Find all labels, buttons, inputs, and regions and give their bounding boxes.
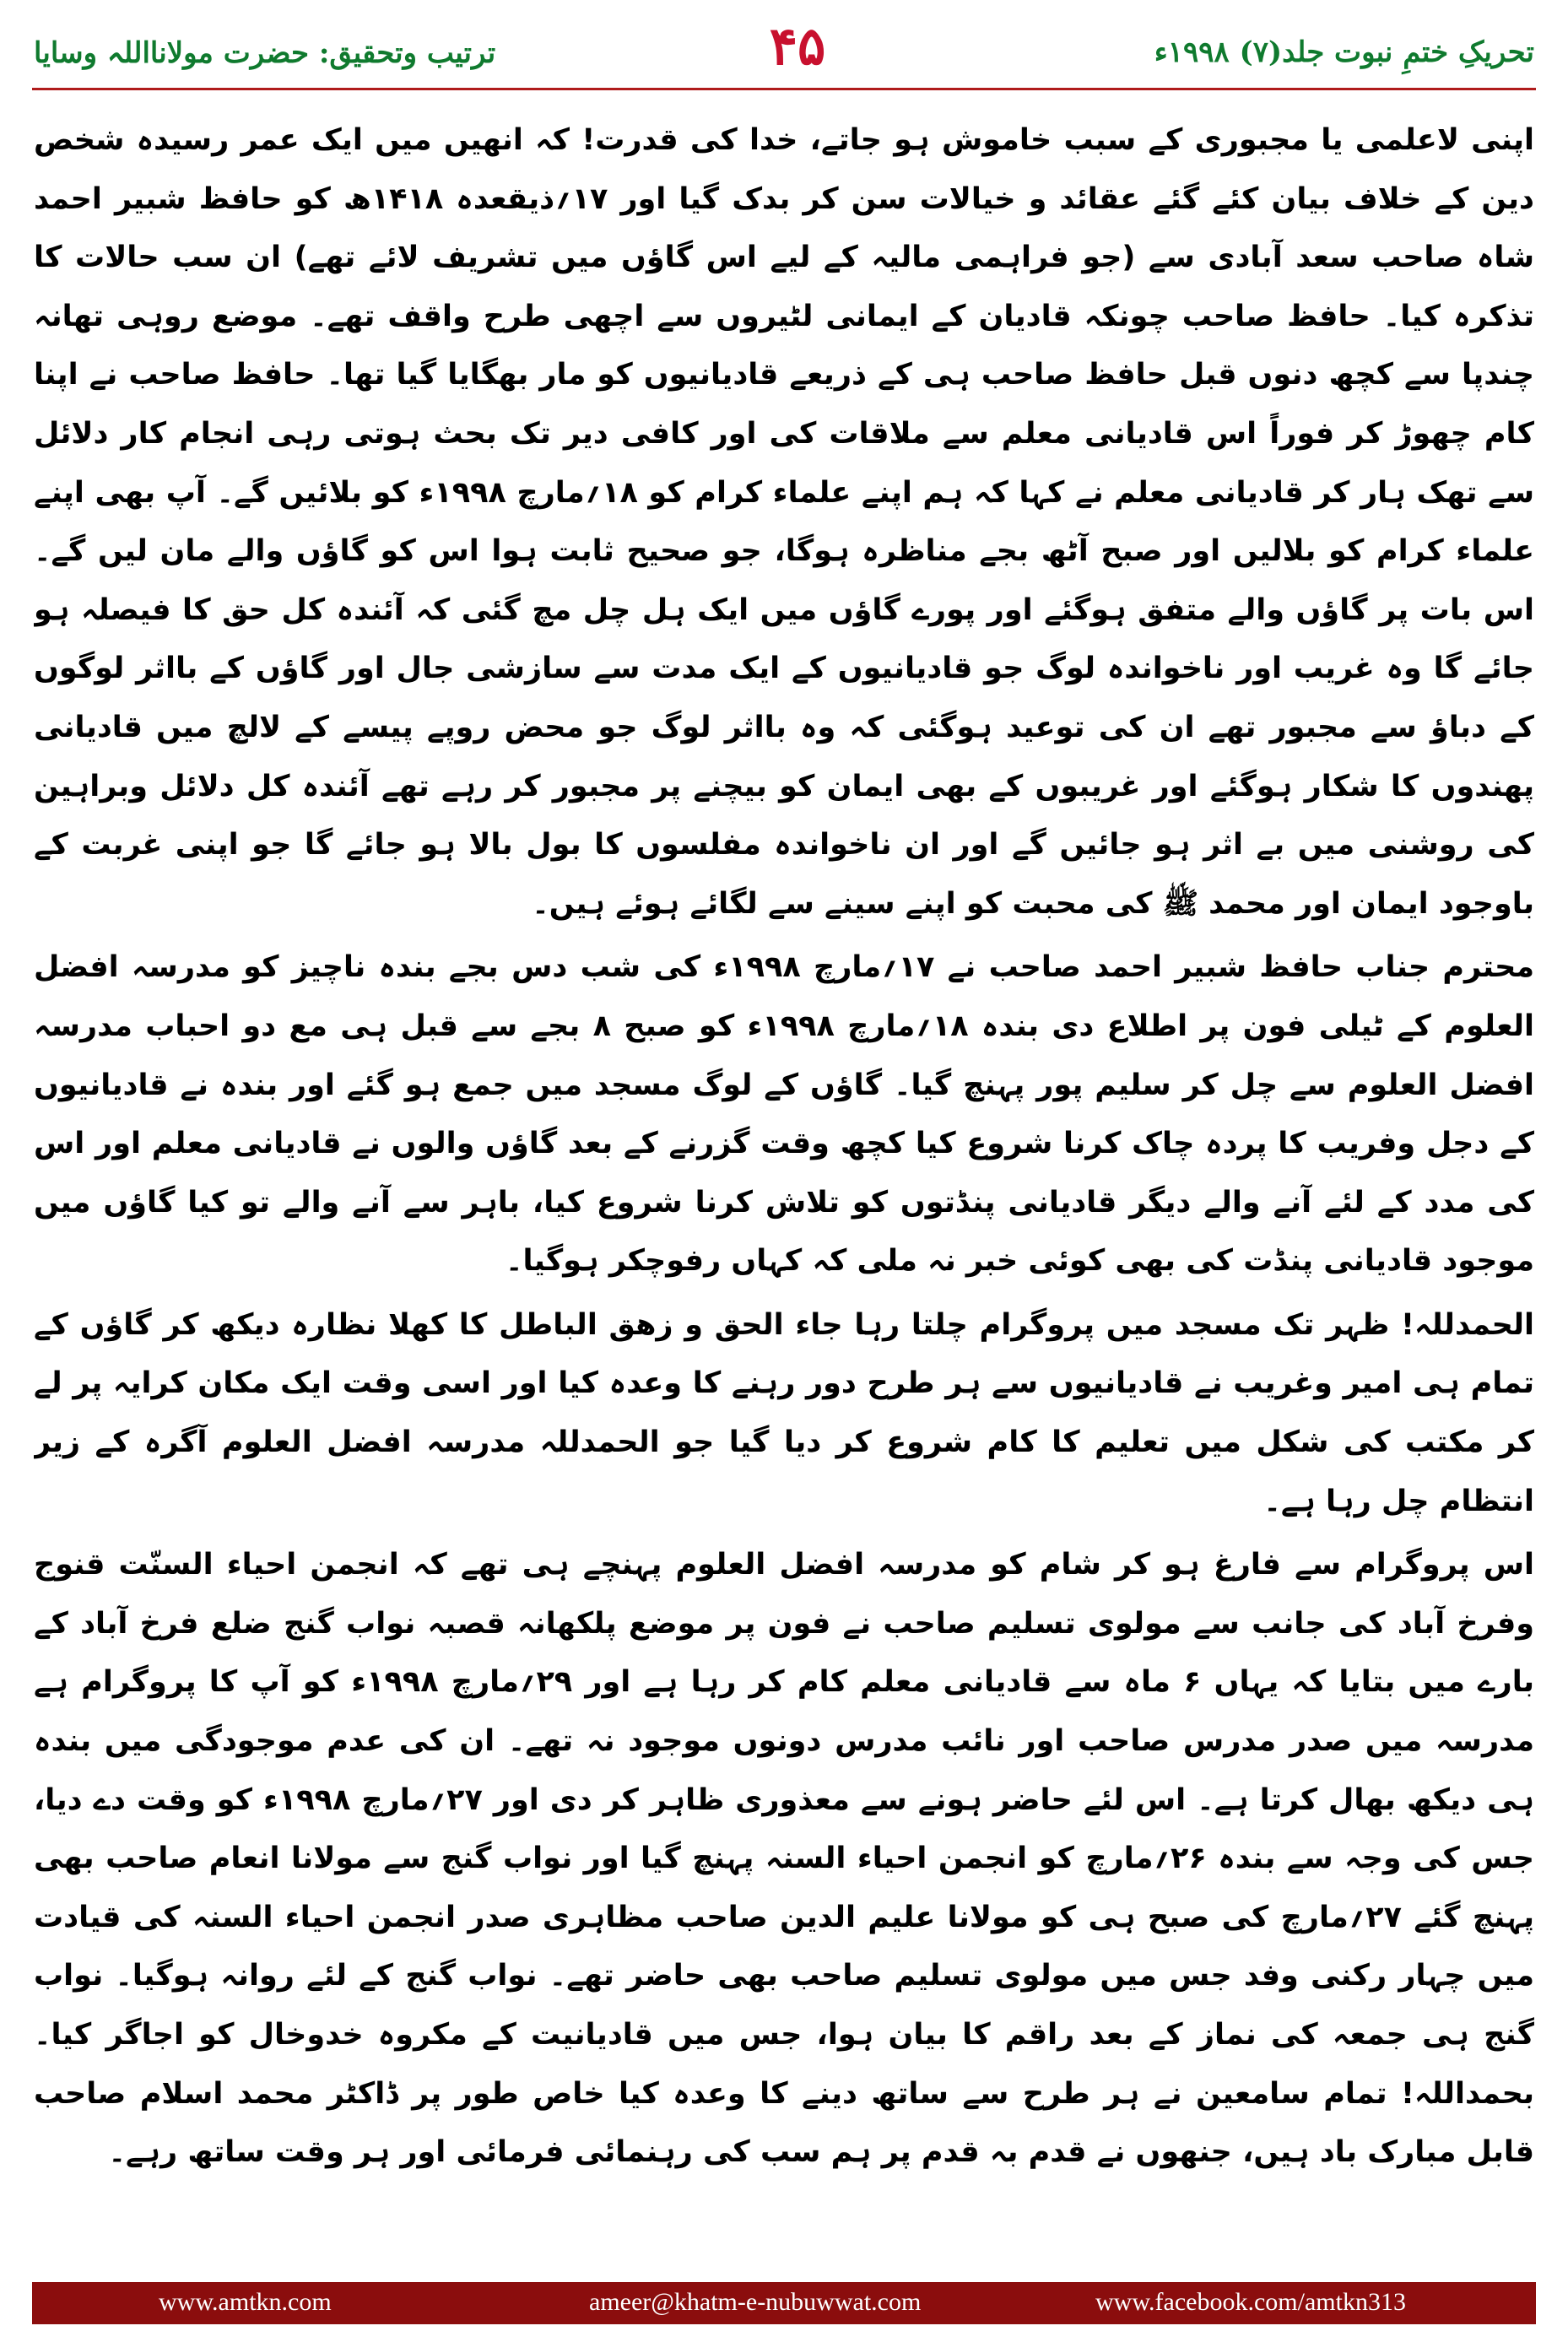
paragraph-2: محترم جناب حافظ شبیر احمد صاحب نے ۱۷؍مارچ ۱۹۹۸ء کی شب دس بجے بندہ ناچیز کو مدرسہ افضل العلوم کے ٹیلی فون پر اطلاع دی بندہ ۱۸؍مارچ ۱۹۹۸ء کو صبح ۸ بجے سے قبل ہی مع دو احباب مدرسہ افضل العلوم سے چل کر سلیم پور پہنچ گیا۔ گاؤں کے لوگ مسجد میں جمع ہو گئے اور بندہ نے قادیانیوں کے دجل وفریب کا پردہ چاک کرنا شروع کیا کچھ وقت گزرنے کے بعد گاؤں والوں نے قادیانی معلم اور اس کی مدد کے لئے آنے والے دیگر قادیانی پنڈتوں کو تلاش کرنا شروع کیا، باہر سے آنے والے تو کیا گاؤں میں موجود قادیانی پنڈت کی بھی کوئی خبر نہ ملی کہ کہاں رفوچکر ہوگیا۔ <box>34 950 1534 1279</box>
book-editor-credit: ترتیب وتحقیق: حضرت مولانااللہ وسایا <box>34 36 496 70</box>
book-title: تحریکِ ختمِ نبوت جلد(۷) ۱۹۹۸ء <box>1154 35 1534 69</box>
paragraph-4: اس پروگرام سے فارغ ہو کر شام کو مدرسہ افضل العلوم پہنچے ہی تھے کہ انجمن احیاء السنّت قنوج وفرخ آباد کی جانب سے مولوی تسلیم صاحب نے فون پر موضع پلکھانہ قصبہ نواب گنج ضلع فرخ آباد کے بارے میں بتایا کہ یہاں ۶ ماہ سے قادیانی معلم کام کر رہا ہے اور ۲۹؍مارچ ۱۹۹۸ء کو آپ کا پروگرام ہے مدرسہ میں صدر مدرس صاحب اور نائب مدرس دونوں موجود نہ تھے۔ ان کی عدم موجودگی میں بندہ ہی دیکھ بھال کرتا ہے۔ اس لئے حاضر ہونے سے معذوری ظاہر کر دی اور ۲۷؍مارچ ۱۹۹۸ء کو وقت دے دیا، جس کی وجہ سے بندہ ۲۶؍مارچ کو انجمن احیاء السنہ پہنچ گیا اور نواب گنج سے مولانا انعام صاحب بھی پہنچ گئے ۲۷؍مارچ کی صبح ہی کو مولانا علیم الدین صاحب مظاہری صدر انجمن احیاء السنہ کی قیادت میں چہار رکنی وفد جس میں مولوی تسلیم صاحب بھی حاضر تھے۔ نواب گنج کے لئے روانہ ہوگیا۔ نواب گنج ہی جمعہ کی نماز کے بعد راقم کا بیان ہوا، جس میں قادیانیت کے مکروہ خدوخال کو اجاگر کیا۔ بحمداللہ! تمام سامعین نے ہر طرح سے ساتھ دینے کا وعدہ کیا خاص طور پر ڈاکٹر محمد اسلام صاحب قابل مبارک باد ہیں، جنھوں نے قدم بہ قدم پر ہم سب کی رہنمائی فرمائی اور ہر وقت ساتھ رہے۔ <box>34 1548 1534 2170</box>
page-header <box>0 0 1568 93</box>
footer-bar <box>32 2282 1536 2324</box>
header-divider <box>32 88 1536 90</box>
footer-facebook-link[interactable]: www.facebook.com/amtkn313 <box>1095 2288 1406 2316</box>
page-number: ۴۵ <box>769 15 826 77</box>
paragraph-1: اپنی لاعلمی یا مجبوری کے سبب خاموش ہو جاتے، خدا کی قدرت! کہ انھیں میں ایک عمر رسیدہ شخص دین کے خلاف بیان کئے گئے عقائد و خیالات سن کر بدک گیا اور ۱۷؍ذیقعدہ ۱۴۱۸ھ کو حافظ شبیر احمد شاہ صاحب سعد آبادی سے (جو فراہمی مالیہ کے لیے اس گاؤں میں تشریف لائے تھے) ان سب حالات کا تذکرہ کیا۔ حافظ صاحب چونکہ قادیان کے ایمانی لٹیروں سے اچھی طرح واقف تھے۔ موضع روہی تھانہ چندپا سے کچھ دنوں قبل حافظ صاحب ہی کے ذریعے قادیانیوں کو مار بھگایا گیا تھا۔ حافظ صاحب نے اپنا کام چھوڑ کر فوراً اس قادیانی معلم سے ملاقات کی اور کافی دیر تک بحث ہوتی رہی انجام کار دلائل سے تھک ہار کر قادیانی معلم نے کہا کہ ہم اپنے علماء کرام کو ۱۸؍مارچ ۱۹۹۸ء کو بلائیں گے۔ آپ بھی اپنے علماء کرام کو بلالیں اور صبح آٹھ بجے مناظرہ ہوگا، جو صحیح ثابت ہوا اس کو گاؤں والے مان لیں گے۔ اس بات پر گاؤں والے متفق ہوگئے اور پورے گاؤں میں ایک ہل چل مچ گئی کہ آئندہ کل حق کا فیصلہ ہو جائے گا وہ غریب اور ناخواندہ لوگ جو قادیانیوں کے ایک مدت سے سازشی جال اور گاؤں کے بااثر لوگوں کے دباؤ سے مجبور تھے ان کی توعید ہوگئی کہ وہ بااثر لوگ جو محض روپے پیسے کے لالچ میں قادیانی پھندوں کا شکار ہوگئے اور غریبوں کے بھی ایمان کو بیچنے پر مجبور کر رہے تھے آئندہ کل دلائل وبراہین کی روشنی میں بے اثر ہو جائیں گے اور ان ناخواندہ مفلسوں کا بول بالا ہو جائے گا جو اپنی غربت کے باوجود ایمان اور محمد ﷺ کی محبت کو اپنے سینے سے لگائے ہوئے ہیں۔ <box>34 123 1534 921</box>
paragraph-3: الحمدللہ! ظہر تک مسجد میں پروگرام چلتا رہا جاء الحق و زھق الباطل کا کھلا نظارہ دیکھ کر گاؤں کے تمام ہی امیر وغریب نے قادیانیوں سے ہر طرح دور رہنے کا وعدہ کیا اور اسی وقت ایک مکان کرایہ پر لے کر مکتب کی شکل میں تعلیم کا کام شروع کر دیا گیا جو الحمدللہ مدرسہ افضل العلوم آگرہ کے زیر انتظام چل رہا ہے۔ <box>34 1307 1534 1518</box>
footer-email-link[interactable]: ameer@khatm-e-nubuwwat.com <box>589 2288 922 2316</box>
footer-website-link[interactable]: www.amtkn.com <box>159 2288 332 2316</box>
article-body <box>34 111 1534 2289</box>
